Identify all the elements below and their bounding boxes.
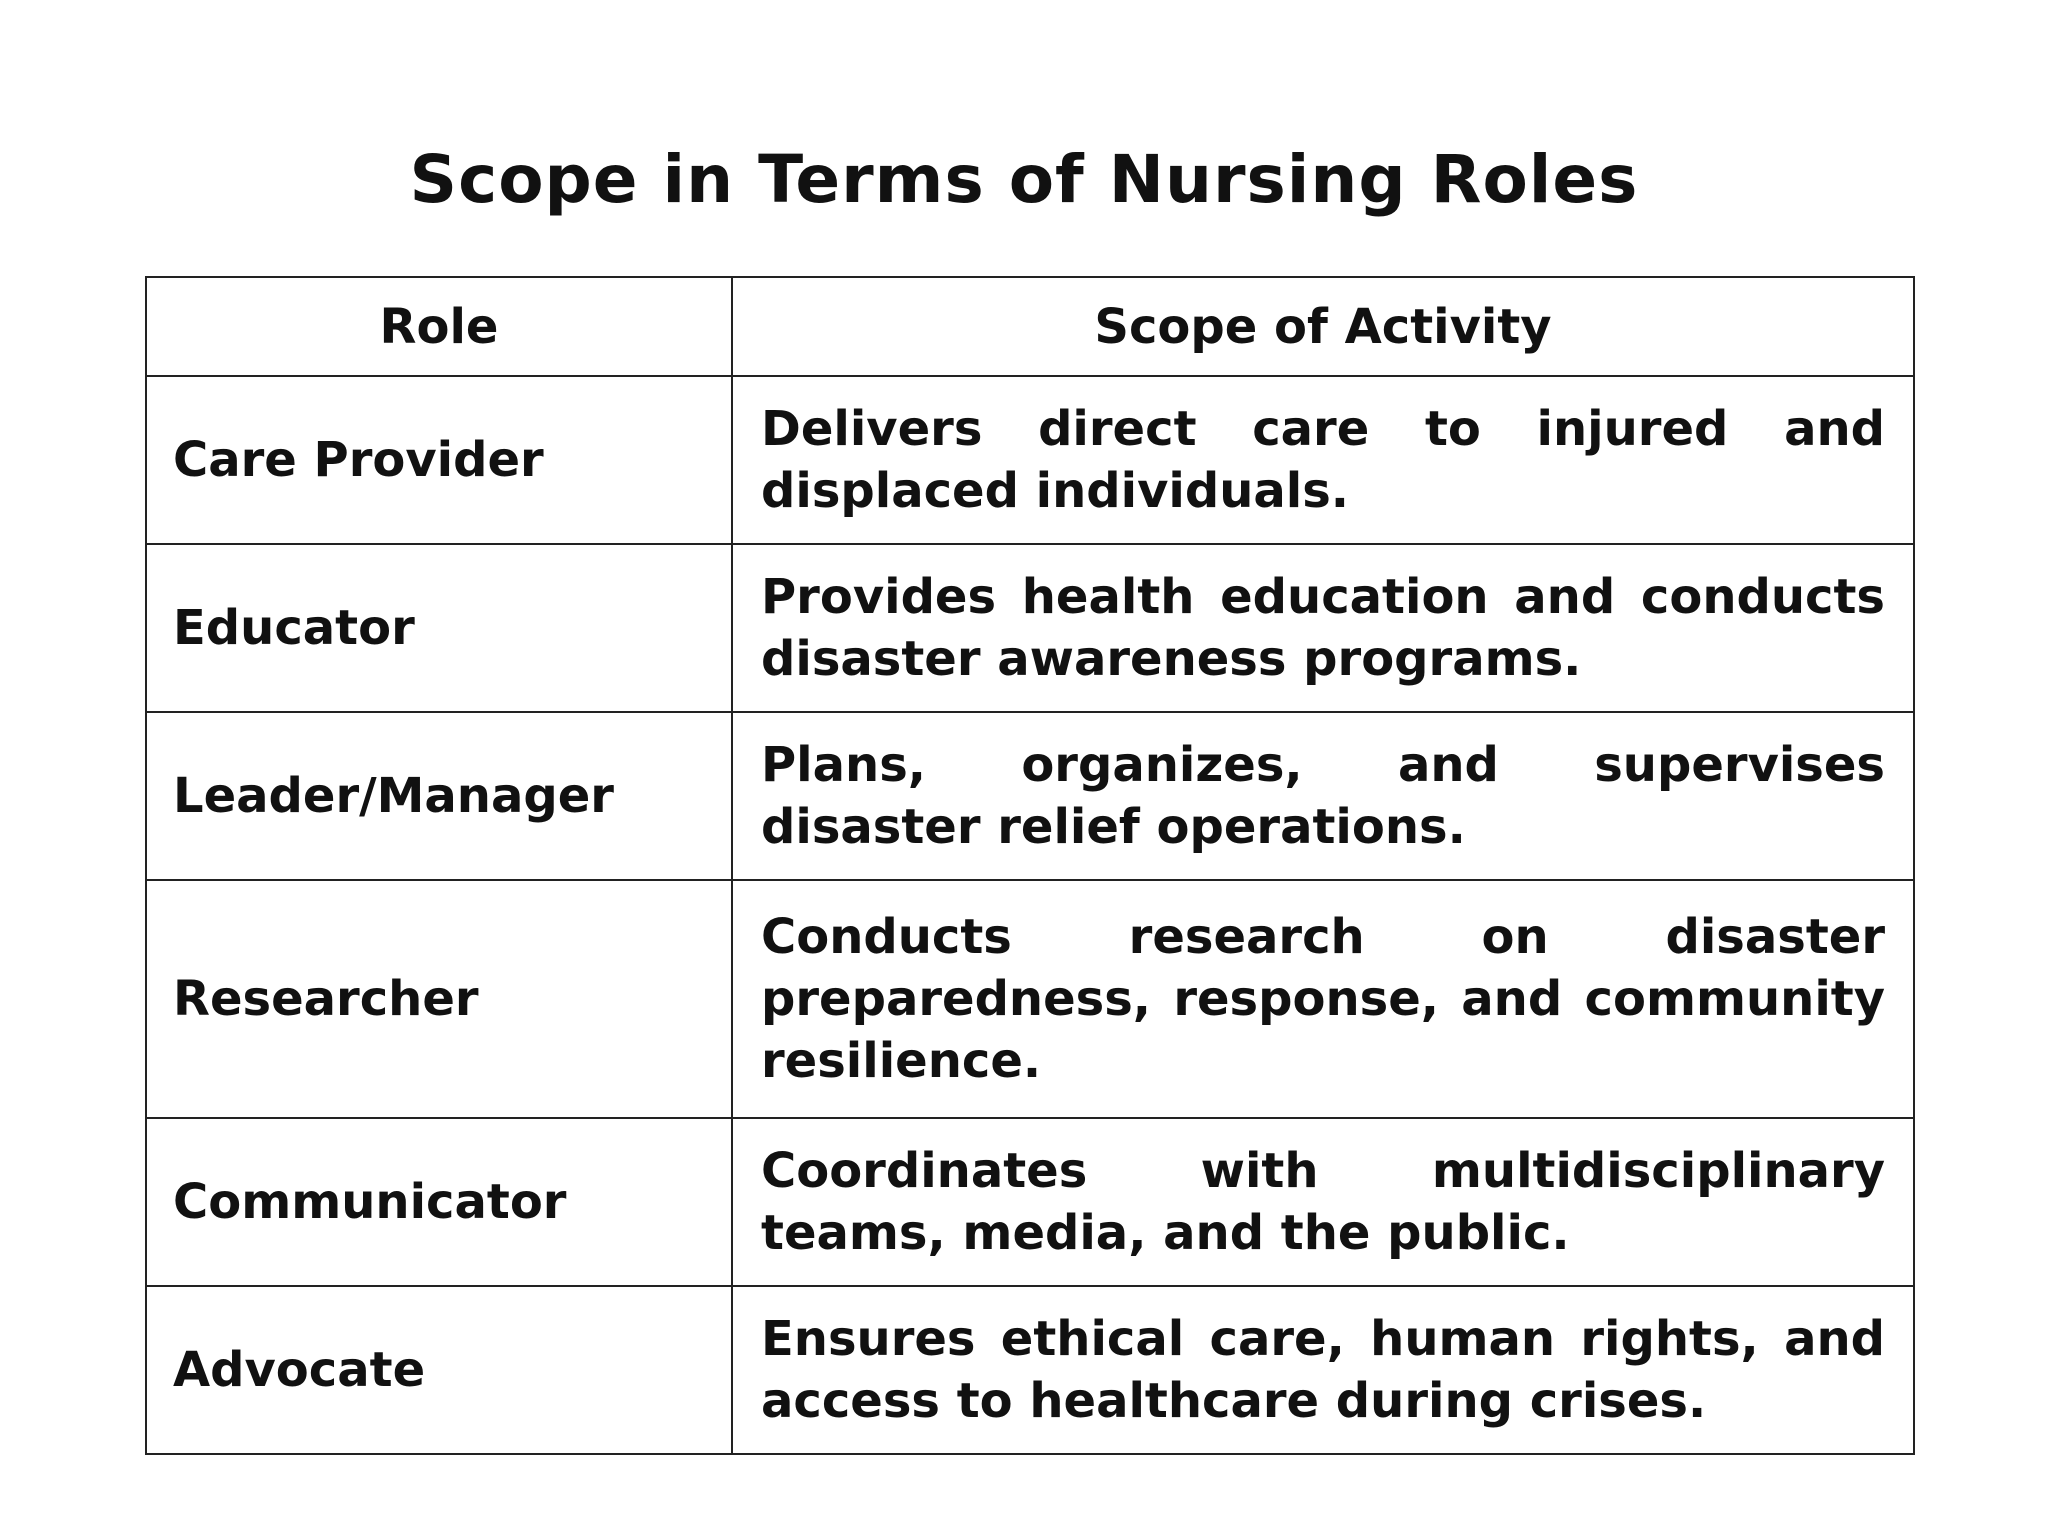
- role-cell: Leader/Manager: [146, 712, 732, 880]
- scope-cell: Delivers direct care to injured and displaced individuals.: [732, 376, 1914, 544]
- table-row: [146, 376, 1914, 544]
- role-cell: Care Provider: [146, 376, 732, 544]
- header-scope-of-activity: Scope of Activity: [732, 277, 1914, 376]
- table-row: [146, 712, 1914, 880]
- table-row: [146, 1286, 1914, 1454]
- role-cell: Advocate: [146, 1286, 732, 1454]
- table-header-row: [146, 277, 1914, 376]
- role-cell: Communicator: [146, 1118, 732, 1286]
- scope-cell: Coordinates with multidisciplinary teams, media, and the public.: [732, 1118, 1914, 1286]
- table-row: [146, 544, 1914, 712]
- scope-cell: Provides health education and conducts disaster awareness programs.: [732, 544, 1914, 712]
- scope-cell: Plans, organizes, and supervises disaster relief operations.: [732, 712, 1914, 880]
- nursing-roles-table: [145, 276, 1915, 1455]
- scope-cell: Ensures ethical care, human rights, and access to healthcare during crises.: [732, 1286, 1914, 1454]
- page-title: Scope in Terms of Nursing Roles: [409, 141, 1639, 218]
- table-row: [146, 880, 1914, 1118]
- table-row: [146, 1118, 1914, 1286]
- header-role: Role: [146, 277, 732, 376]
- role-cell: Researcher: [146, 880, 732, 1118]
- role-cell: Educator: [146, 544, 732, 712]
- scope-cell: Conducts research on disaster preparedness, response, and community resilience.: [732, 880, 1914, 1118]
